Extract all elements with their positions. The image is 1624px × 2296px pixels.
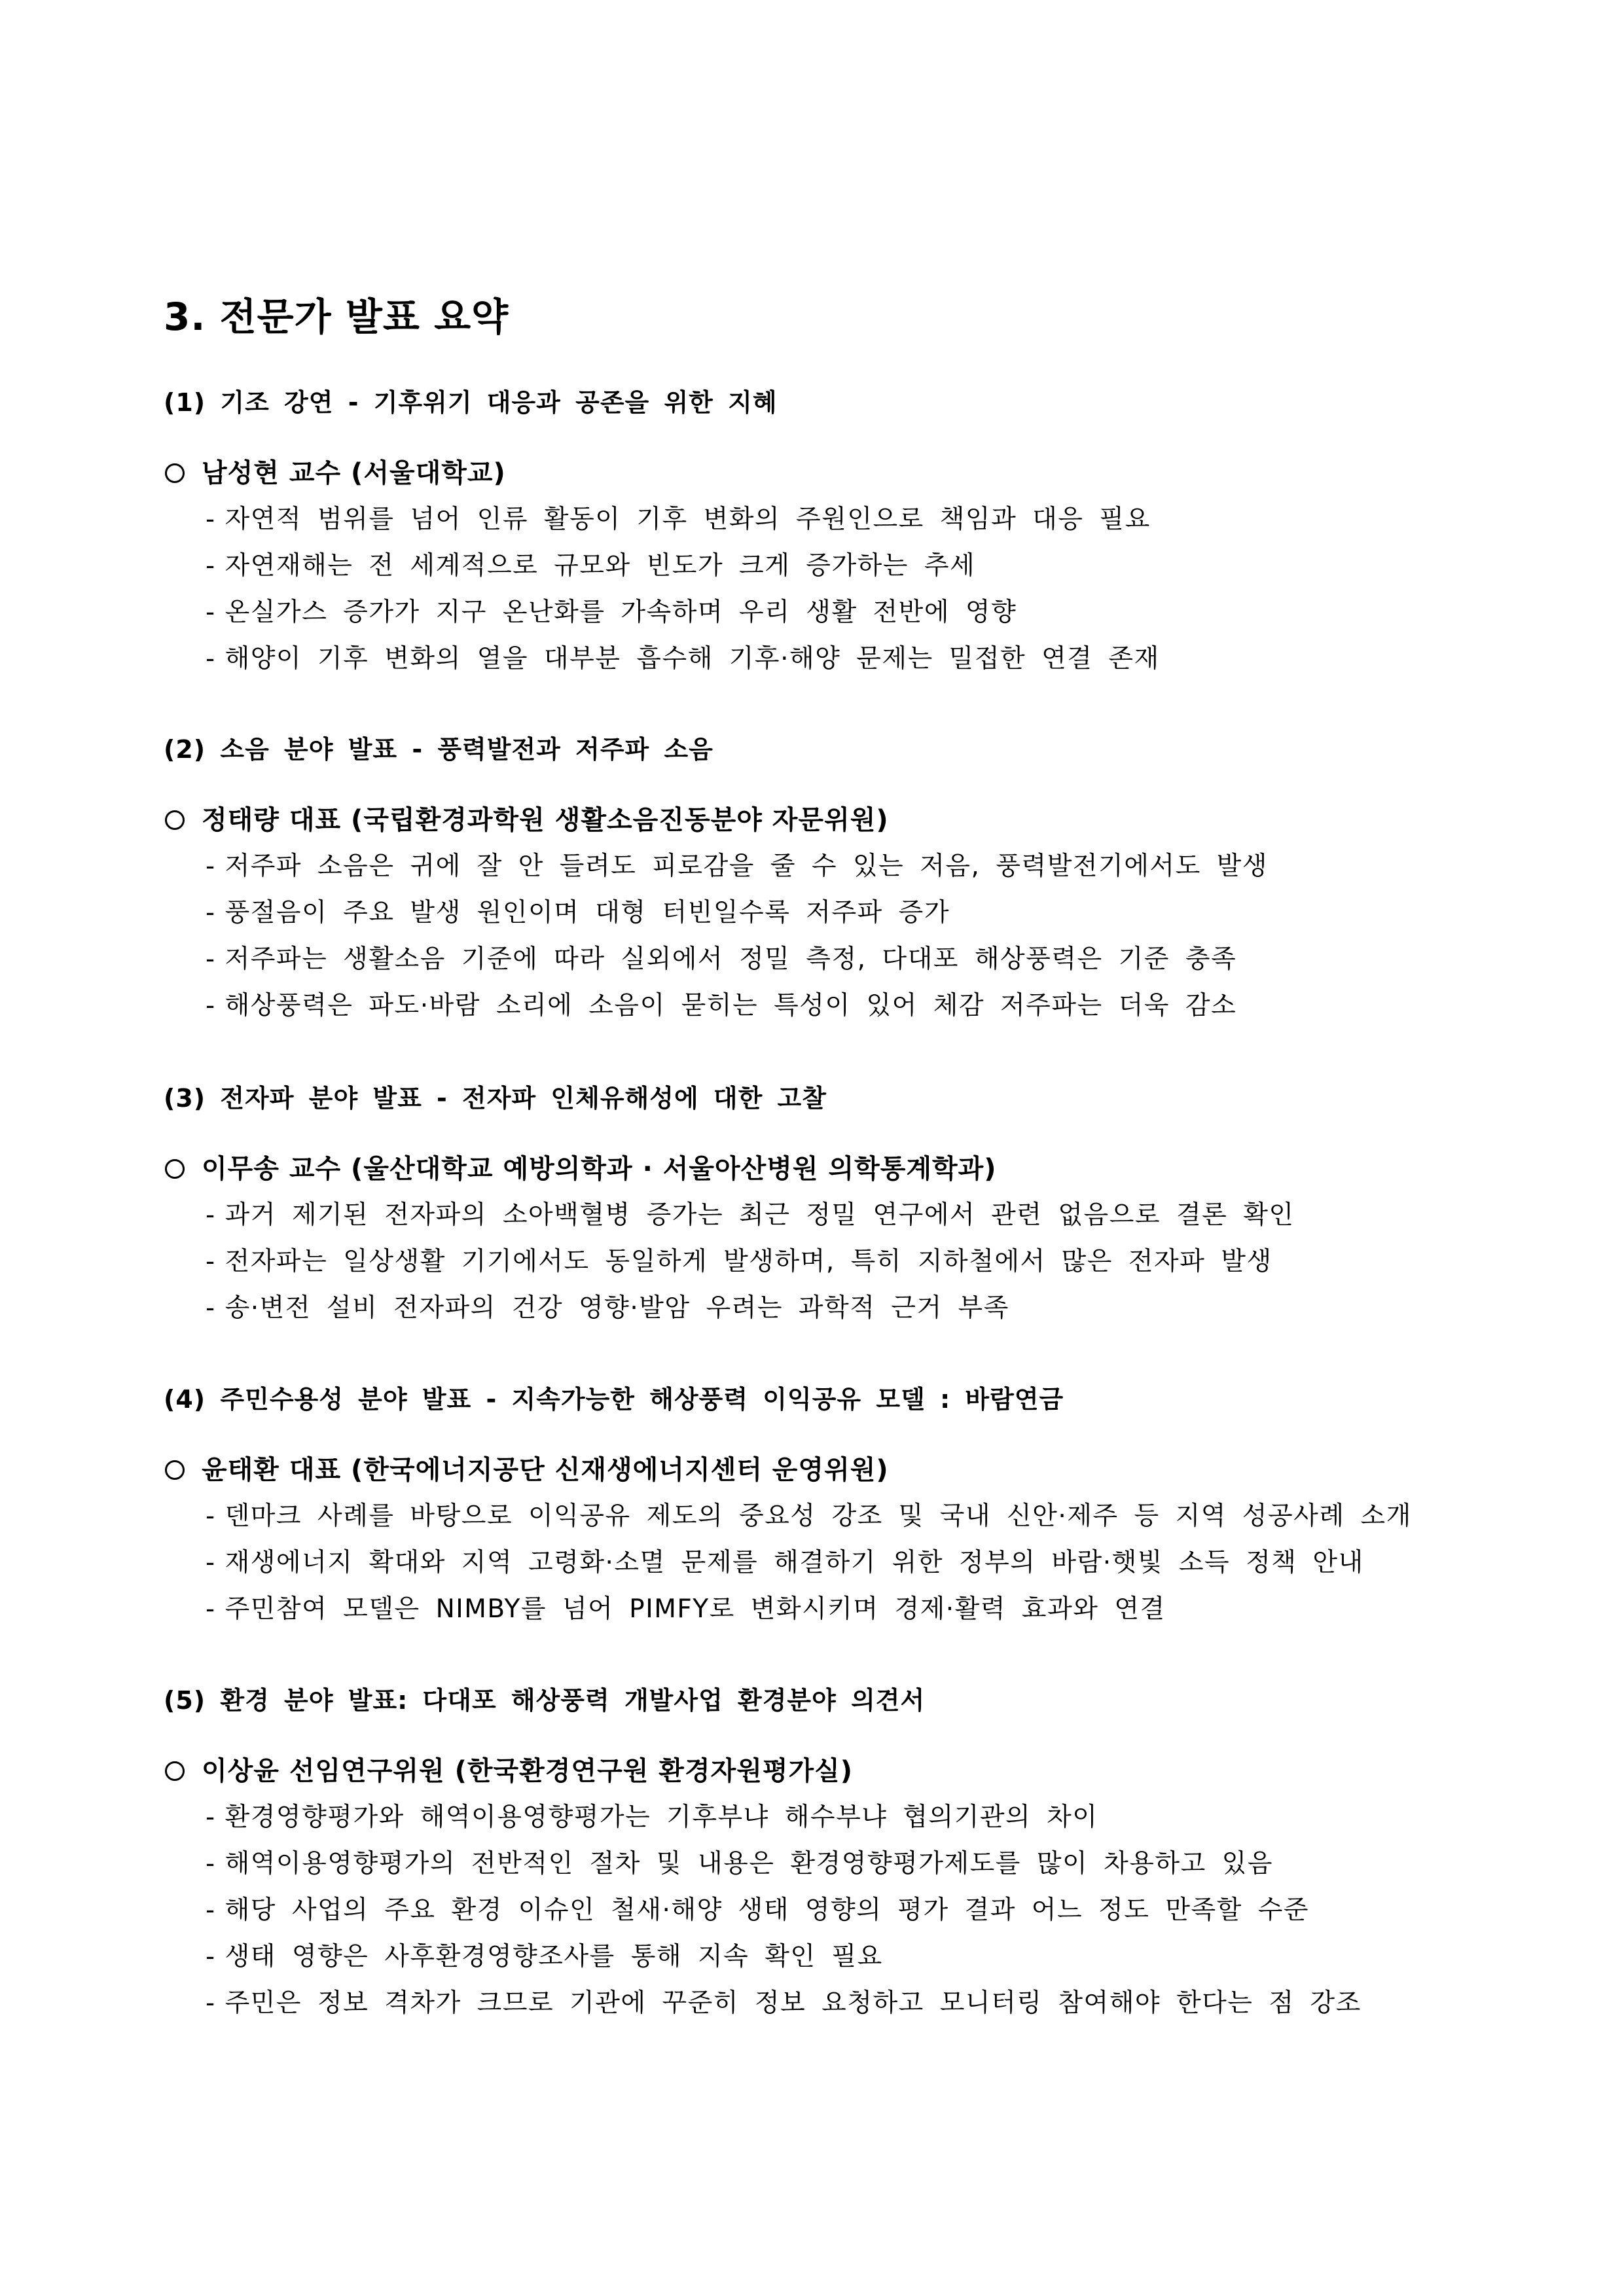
bullet-text: 송·변전 설비 전자파의 건강 영향·발암 우려는 과학적 근거 부족 (225, 1293, 1009, 1323)
bullet-text: 자연적 범위를 넘어 인류 활동이 기후 변화의 주원인으로 책임과 대응 필요 (225, 505, 1151, 534)
list-item (206, 1980, 1506, 2026)
dash-marker: - (206, 1247, 216, 1276)
bullet-text: 자연재해는 전 세계적으로 규모와 빈도가 크게 증가하는 추세 (225, 551, 976, 581)
list-item (206, 1493, 1506, 1539)
bullet-text: 주민참여 모델은 NIMBY를 넘어 PIMFY로 변화시키며 경제·활력 효과와 연결 (225, 1594, 1166, 1624)
list-item (206, 496, 1506, 543)
bullet-text: 해당 사업의 주요 환경 이슈인 철새·해양 생태 영향의 평가 결과 어느 정도 만족할 수준 (225, 1895, 1310, 1925)
dash-marker: - (206, 1293, 216, 1323)
speaker-name: 이무송 교수 (울산대학교 예방의학과 · 서울아산병원 의학통계학과) (202, 1154, 997, 1184)
section-heading: (1) 기조 강연 - 기후위기 대응과 공존을 위한 지혜 (164, 388, 778, 417)
dash-marker: - (206, 505, 216, 534)
list-item (206, 1586, 1506, 1632)
hollow-circle-icon (165, 1159, 185, 1179)
list-item (206, 1539, 1506, 1586)
bullet-list (164, 843, 1506, 1029)
list-item (206, 982, 1506, 1029)
list-item (206, 1285, 1506, 1331)
bullet-text: 덴마크 사례를 바탕으로 이익공유 제도의 중요성 강조 및 국내 신안·제주 등 지역 성공사례 소개 (225, 1501, 1412, 1531)
dash-marker: - (206, 898, 216, 927)
speaker-line (164, 452, 1506, 495)
bullet-text: 해역이용영향평가의 전반적인 절차 및 내용은 환경영향평가제도를 많이 차용하고 있음 (225, 1849, 1274, 1878)
list-item (206, 1887, 1506, 1933)
bullet-text: 해상풍력은 파도·바람 소리에 소음이 묻히는 특성이 있어 체감 저주파는 더욱 감소 (225, 991, 1237, 1020)
hollow-circle-icon (165, 810, 185, 830)
speaker-line (164, 798, 1506, 842)
bullet-text: 풍절음이 주요 발생 원인이며 대형 터빈일수록 저주파 증가 (225, 898, 950, 927)
hollow-circle-icon (165, 463, 185, 483)
dash-marker: - (206, 944, 216, 974)
speaker-name: 윤태환 대표 (한국에너지공단 신재생에너지센터 운영위원) (202, 1455, 889, 1485)
bullet-text: 해양이 기후 변화의 열을 대부분 흡수해 기후·해양 문제는 밀접한 연결 존재 (225, 644, 1160, 673)
list-item (206, 936, 1506, 982)
dash-marker: - (206, 1200, 216, 1230)
dash-marker: - (206, 1942, 216, 1971)
dash-marker: - (206, 852, 216, 881)
dash-marker: - (206, 1594, 216, 1624)
section-heading: (3) 전자파 분야 발표 - 전자파 인체유해성에 대한 고찰 (164, 1084, 827, 1113)
list-item (206, 1933, 1506, 1980)
speaker-name: 정태량 대표 (국립환경과학원 생활소음진동분야 자문위원) (202, 805, 889, 835)
speaker-name: 남성현 교수 (서울대학교) (202, 458, 506, 488)
bullet-text: 저주파는 생활소음 기준에 따라 실외에서 정밀 측정, 다대포 해상풍력은 기준 충족 (225, 944, 1237, 974)
bullet-text: 주민은 정보 격차가 크므로 기관에 꾸준히 정보 요청하고 모니터링 참여해야 한다는 점 강조 (225, 1988, 1362, 2018)
page-title: 3. 전문가 발표 요약 (164, 294, 509, 339)
dash-marker: - (206, 1895, 216, 1925)
bullet-text: 생태 영향은 사후환경영향조사를 통해 지속 확인 필요 (225, 1942, 883, 1971)
speaker-line (164, 1147, 1506, 1191)
bullet-text: 재생에너지 확대와 지역 고령화·소멸 문제를 해결하기 위한 정부의 바람·햇빛 소득 정책 안내 (225, 1548, 1364, 1577)
dash-marker: - (206, 1803, 216, 1832)
dash-marker: - (206, 644, 216, 673)
section-emf (164, 1079, 1506, 1331)
bullet-list (164, 1192, 1506, 1331)
list-item (206, 636, 1506, 682)
hollow-circle-icon (165, 1761, 185, 1781)
list-item (206, 843, 1506, 889)
dash-marker: - (206, 1548, 216, 1577)
list-item (206, 889, 1506, 936)
section-heading: (5) 환경 분야 발표: 다대포 해상풍력 개발사업 환경분야 의견서 (164, 1686, 926, 1715)
dash-marker: - (206, 1849, 216, 1878)
bullet-list (164, 496, 1506, 682)
dash-marker: - (206, 598, 216, 627)
bullet-text: 저주파 소음은 귀에 잘 안 들려도 피로감을 줄 수 있는 저음, 풍력발전기에서도 발생 (225, 852, 1268, 881)
section-heading: (4) 주민수용성 분야 발표 - 지속가능한 해상풍력 이익공유 모델 : 바람연금 (164, 1385, 1064, 1414)
dash-marker: - (206, 551, 216, 581)
section-environment (164, 1681, 1506, 2026)
section-noise (164, 730, 1506, 1029)
section-heading: (2) 소음 분야 발표 - 풍력발전과 저주파 소음 (164, 735, 713, 764)
dash-marker: - (206, 991, 216, 1020)
section-keynote (164, 383, 1506, 682)
list-item (206, 1840, 1506, 1887)
dash-marker: - (206, 1988, 216, 2018)
list-item (206, 1794, 1506, 1840)
list-item (206, 589, 1506, 636)
dash-marker: - (206, 1501, 216, 1531)
section-acceptance (164, 1380, 1506, 1632)
speaker-line (164, 1749, 1506, 1793)
speaker-name: 이상윤 선임연구위원 (한국환경연구원 환경자원평가실) (202, 1756, 854, 1786)
bullet-list (164, 1493, 1506, 1632)
list-item (206, 1192, 1506, 1238)
bullet-text: 과거 제기된 전자파의 소아백혈병 증가는 최근 정밀 연구에서 관련 없음으로 결론 확인 (225, 1200, 1295, 1230)
list-item (206, 543, 1506, 589)
bullet-text: 전자파는 일상생활 기기에서도 동일하게 발생하며, 특히 지하철에서 많은 전자파 발생 (225, 1247, 1272, 1276)
list-item (206, 1238, 1506, 1285)
hollow-circle-icon (165, 1460, 185, 1480)
bullet-list (164, 1794, 1506, 2026)
bullet-text: 환경영향평가와 해역이용영향평가는 기후부냐 해수부냐 협의기관의 차이 (225, 1803, 1098, 1832)
bullet-text: 온실가스 증가가 지구 온난화를 가속하며 우리 생활 전반에 영향 (225, 598, 1017, 627)
speaker-line (164, 1448, 1506, 1492)
